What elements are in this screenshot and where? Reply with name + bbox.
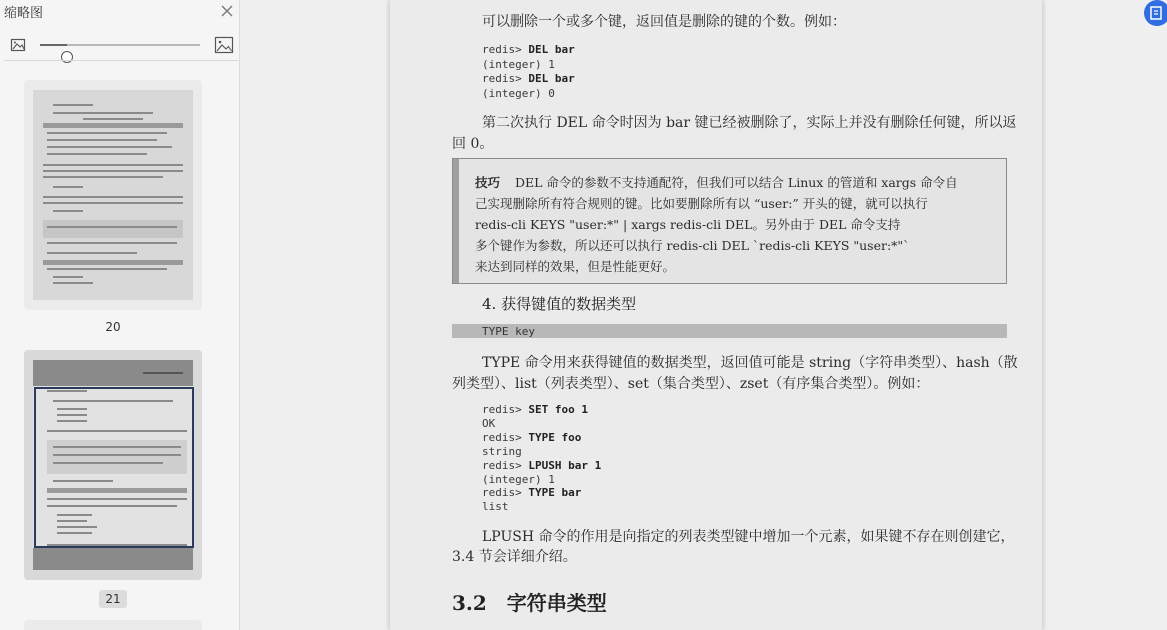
thumbnail-sidebar <box>0 0 240 630</box>
tip-line: 己实现删除所有符合规则的键。比如要删除所有以 “user:” 开头的键，就可以执行 <box>475 196 928 211</box>
command-syntax-bar <box>452 324 1007 338</box>
paragraph-text: 第二次执行 DEL 命令时因为 bar 键已经被删除了，实际上并没有删除任何键，所以返 <box>482 115 1017 131</box>
code-command: DEL bar <box>528 72 575 86</box>
tip-side-bar <box>453 159 459 283</box>
tip-line: DEL 命令的参数不支持通配符，但我们可以结合 Linux 的管道和 xargs 命令自 <box>515 175 958 190</box>
code-line <box>482 72 575 85</box>
paragraph-text: 可以删除一个或多个键，返回值是删除的键的个数。例如： <box>482 14 846 30</box>
code-line <box>482 417 495 430</box>
sidebar-divider <box>4 60 238 61</box>
code-line <box>482 459 601 472</box>
page-thumbnail-20[interactable] <box>24 80 202 310</box>
tip-line: 多个键作为参数，所以还可以执行 redis-cli DEL `redis-cli KEYS "user:*"` <box>475 238 910 253</box>
paragraph-text: 回 0。 <box>452 136 494 152</box>
code-prompt: redis> <box>482 458 529 472</box>
code-command: LPUSH bar 1 <box>528 458 602 472</box>
page-thumbnail-next[interactable] <box>24 620 202 630</box>
thumbnail-preview <box>33 90 193 300</box>
tip-label: 技巧 <box>475 175 501 190</box>
code-prompt: redis> <box>482 403 529 416</box>
code-line <box>482 473 555 486</box>
paragraph-text: LPUSH 命令的作用是向指定的列表类型键中增加一个元素，如果键不存在则创建它， <box>482 529 1015 545</box>
close-icon[interactable] <box>218 2 236 20</box>
tip-box <box>452 158 1007 284</box>
document-page <box>390 0 1042 630</box>
large-image-icon[interactable] <box>214 36 234 54</box>
code-line <box>482 486 581 499</box>
code-line <box>482 403 588 416</box>
floating-tool-button[interactable] <box>1144 0 1167 26</box>
code-prompt: (integer) 1 <box>482 472 555 486</box>
subsection-heading: 4. 获得键值的数据类型 <box>482 295 637 313</box>
document-view <box>251 0 1167 630</box>
code-prompt: (integer) 0 <box>482 87 555 101</box>
code-line <box>482 87 555 100</box>
paragraph-text: 列类型）、list（列表类型）、set（集合类型）、zset（有序集合类型）。例如： <box>452 376 930 392</box>
code-line <box>482 500 509 513</box>
thumbnail-page-number-selected: 21 <box>99 590 127 608</box>
code-line <box>482 58 555 71</box>
command-syntax: TYPE key <box>482 325 535 338</box>
code-prompt: redis> <box>482 72 529 86</box>
sidebar-title: 缩略图 <box>4 6 44 21</box>
code-line <box>482 431 581 444</box>
thumbnail-zoom-toolbar <box>0 32 240 58</box>
code-prompt: redis> <box>482 486 529 500</box>
tip-line: 来达到同样的效果，但是性能更好。 <box>475 259 676 274</box>
code-command: TYPE foo <box>528 430 582 444</box>
code-command: TYPE bar <box>528 486 582 500</box>
code-prompt: redis> <box>482 43 529 56</box>
code-prompt: string <box>482 444 522 458</box>
code-command: SET foo 1 <box>528 403 588 416</box>
code-prompt: list <box>482 500 509 514</box>
small-image-icon[interactable] <box>10 37 26 53</box>
section-heading: 3.2 字符串类型 <box>452 591 607 615</box>
thumbnail-size-slider[interactable] <box>40 44 200 46</box>
code-prompt: OK <box>482 416 496 430</box>
sidebar-header <box>0 0 240 24</box>
slider-fill <box>40 44 67 46</box>
tip-line: redis-cli KEYS "user:*" | xargs redis-cli DEL。另外由于 DEL 命令支持 <box>475 217 901 232</box>
code-prompt: redis> <box>482 430 529 444</box>
document-tool-icon <box>1149 5 1165 21</box>
thumbnail-page-number: 20 <box>105 320 121 334</box>
code-line <box>482 43 575 56</box>
code-prompt: (integer) 1 <box>482 57 555 71</box>
code-line <box>482 445 522 458</box>
slider-handle[interactable] <box>61 51 73 63</box>
code-command: DEL bar <box>528 43 575 56</box>
page-thumbnail-21[interactable] <box>24 350 202 580</box>
paragraph-text: TYPE 命令用来获得键值的数据类型，返回值可能是 string（字符串类型）、hash（散 <box>482 355 1018 371</box>
visible-area-frame[interactable] <box>34 387 194 548</box>
paragraph-text: 3.4 节会详细介绍。 <box>452 549 577 565</box>
